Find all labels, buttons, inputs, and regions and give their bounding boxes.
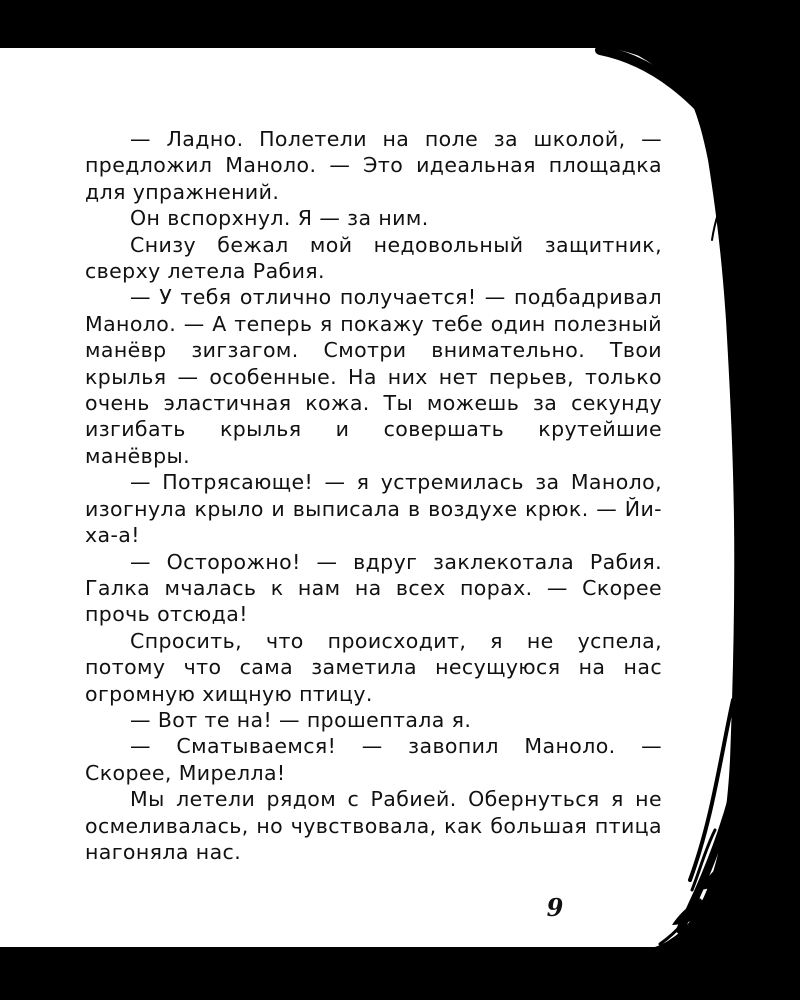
paragraph: Он вспорхнул. Я — за ним. xyxy=(130,206,429,231)
paragraph: — Сматываемся! — завопил Маноло. — Скорее, Мирелла! xyxy=(85,734,662,785)
paragraph: Спросить, что происходит, я не успела, потому что сама заметила несущуюся на нас огромную хищную птицу. xyxy=(85,628,662,706)
page-number: 9 xyxy=(546,893,564,922)
paragraph: — Потрясающе! — я устремилась за Маноло, изогнула крыло и выписала в воздухе крюк. — Йи-ха-а! xyxy=(85,470,662,548)
paragraph: Мы летели рядом с Рабией. Обернуться я не осмеливалась, но чувствовала, как большая птица нагоняла нас. xyxy=(85,787,662,864)
paragraph: Снизу бежал мой недовольный защитник, сверху летела Рабия. xyxy=(85,232,662,284)
paragraph: — Осторожно! — вдруг заклекотала Рабия. Галка мчалась к нам на всех порах. — Скорее прочь отсюда! xyxy=(85,549,662,627)
paragraph: — У тебя отлично получается! — подбадривал Маноло. — А теперь я покажу тебе один полезный манёвр зигзагом. Смотри внимательно. Твои крылья — особенные. На них нет перьев, только очень эластичная кожа. Ты можешь за секунду изгибать крылья и совершать крутейшие манёвры. xyxy=(85,285,662,468)
page-body-text xyxy=(85,126,662,865)
paragraph: — Вот те на! — прошептала я. xyxy=(130,707,472,732)
paragraph: — Ладно. Полетели на поле за школой, — предложил Маноло. — Это идеальная площадка для упражнений. xyxy=(85,127,662,204)
